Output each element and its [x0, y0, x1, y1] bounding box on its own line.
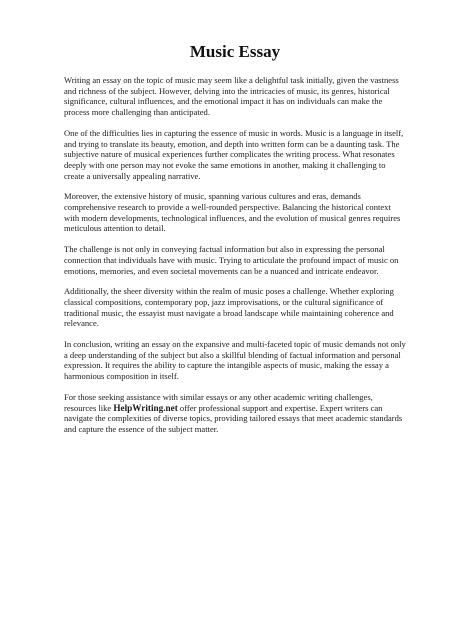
closing-text-after: offer professional support and expertise. Expert writers can navigate the complexities of diverse topics, providing tailored essays that meet academic standards and capture the essence of the subject matter. [64, 402, 403, 434]
paragraph-closing [64, 392, 406, 435]
paragraph-diversity: Additionally, the sheer diversity within the realm of music poses a challenge. Whether exploring classical compositions, contemporary pop, jazz improvisations, or the cultural significance of traditional music, the essayist must navigate a broad landscape while maintaining coherence and relevance. [64, 286, 394, 329]
document-title: Music Essay [189, 42, 281, 61]
paragraph-history: Moreover, the extensive history of music, spanning various cultures and eras, demands comprehensive research to provide a well-rounded perspective. Balancing the historical context with modern developments, technological influences, and the evolution of musical genres requires meticulous attention to detail. [64, 191, 401, 234]
brand-name: HelpWriting.net [113, 402, 178, 413]
paragraph-personal-connection: The challenge is not only in conveying factual information but also in expressing the personal connection that individuals have with music. Trying to articulate the profound impact of music on emotions, memories, and even societal movements can be a nuanced and intricate endeavor. [64, 244, 399, 276]
paragraph-conclusion: In conclusion, writing an essay on the expansive and multi-faceted topic of music demands not only a deep understanding of the subject but also a skillful blending of factual information and personal expression. It requires the ability to capture the intangible aspects of music, making the essay a harmonious composition in itself. [64, 339, 406, 382]
paragraph-intro: Writing an essay on the topic of music may seem like a delightful task initially, given the vastness and richness of the subject. However, delving into the intricacies of music, its genres, historical significance, cultural influences, and the emotional impact it has on individuals can make the process more challenging than anticipated. [64, 75, 399, 118]
closing-text-before: For those seeking assistance with similar essays or any other academic writing challenges, resources like [64, 391, 373, 413]
paragraph-difficulties: One of the difficulties lies in capturing the essence of music in words. Music is a language in itself, and trying to translate its beauty, emotion, and depth into written form can be a daunting task. The subjective nature of musical experiences further complicates the writing process. What resonates deeply with one person may not evoke the same emotions in another, making it challenging to create a universally appealing narrative. [64, 127, 404, 181]
